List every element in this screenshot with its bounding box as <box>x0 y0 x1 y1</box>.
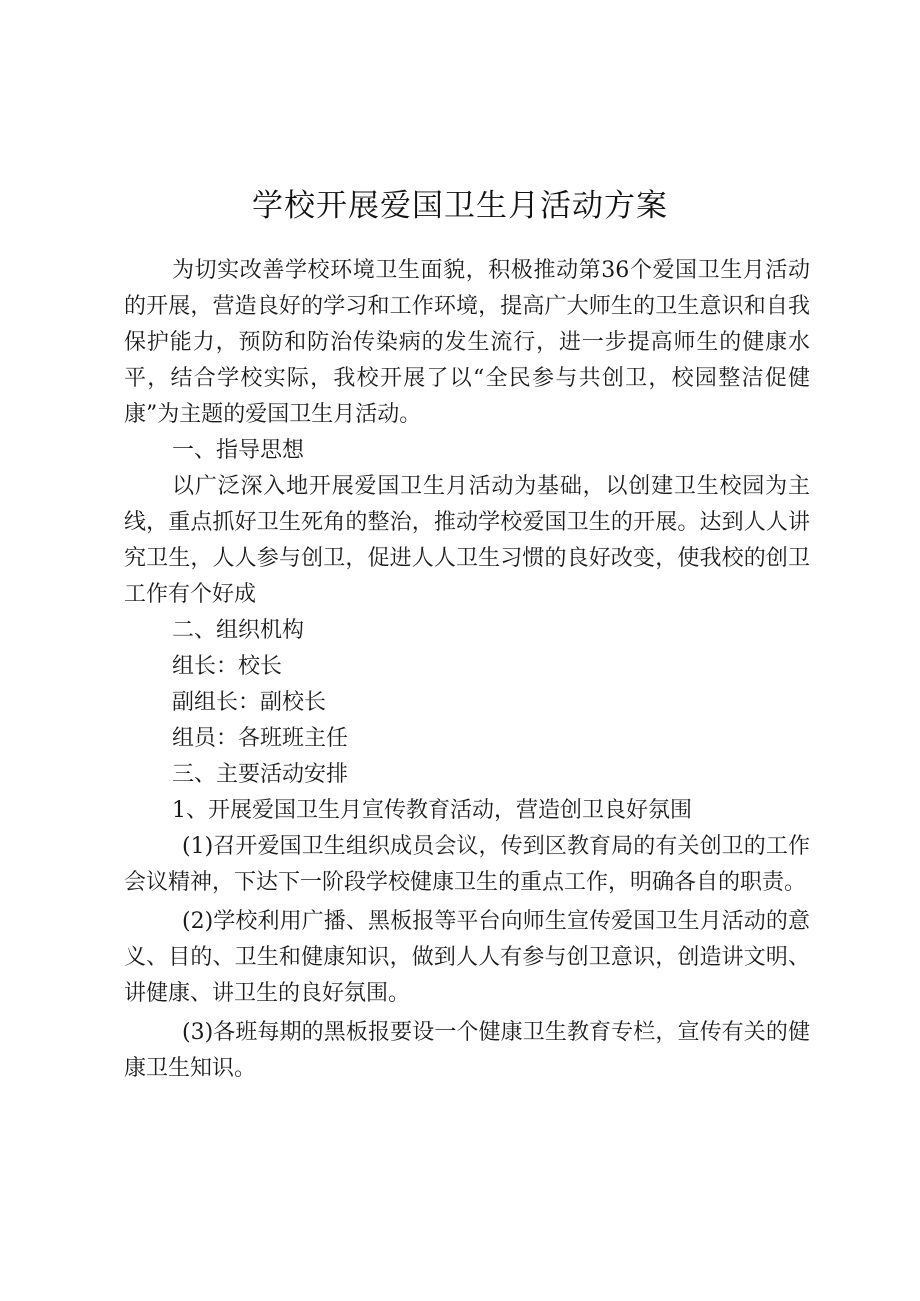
activity-subitem-3: (3)各班每期的黑板报要设一个健康卫生教育专栏，宣传有关的健康卫生知识。 <box>124 1020 810 1081</box>
org-leader-line: 组长：校长 <box>172 654 283 679</box>
activity-item-1: 1、开展爱国卫生月宣传教育活动，营造创卫良好氛围 <box>172 798 692 823</box>
activity-subitem-1: (1)召开爱国卫生组织成员会议，传到区教育局的有关创卫的工作会议精神，下达下一阶段学校健康卫生的重点工作，明确各自的职责。 <box>124 834 810 895</box>
guiding-thought-paragraph: 以广泛深入地开展爱国卫生月活动为基础，以创建卫生校园为主线，重点抓好卫生死角的整治，推动学校爱国卫生的开展。达到人人讲究卫生，人人参与创卫，促进人人卫生习惯的良好改变，使我校的创卫工作有个好成 <box>124 474 810 607</box>
activity-subitem-2: (2)学校利用广播、黑板报等平台向师生宣传爱国卫生月活动的意义、目的、卫生和健康知识，做到人人有参与创卫意识，创造讲文明、讲健康、讲卫生的良好氛围。 <box>124 909 810 1006</box>
section-heading-guiding-thought: 一、指导思想 <box>172 438 305 463</box>
org-members-line: 组员：各班班主任 <box>172 726 349 751</box>
document-body <box>124 253 810 1087</box>
document-title: 学校开展爱国卫生月活动方案 <box>252 188 668 224</box>
section-heading-organization: 二、组织机构 <box>172 618 305 643</box>
intro-paragraph: 为切实改善学校环境卫生面貌，积极推动第36个爱国卫生月活动的开展，营造良好的学习和工作环境，提高广大师生的卫生意识和自我保护能力，预防和防治传染病的发生流行，进一步提高师生的健康水平，结合学校实际，我校开展了以“全民参与共创卫，校园整洁促健康”为主题的爱国卫生月活动。 <box>124 258 810 427</box>
org-deputy-leader-line: 副组长：副校长 <box>172 690 327 715</box>
section-heading-activities: 三、主要活动安排 <box>172 762 349 787</box>
